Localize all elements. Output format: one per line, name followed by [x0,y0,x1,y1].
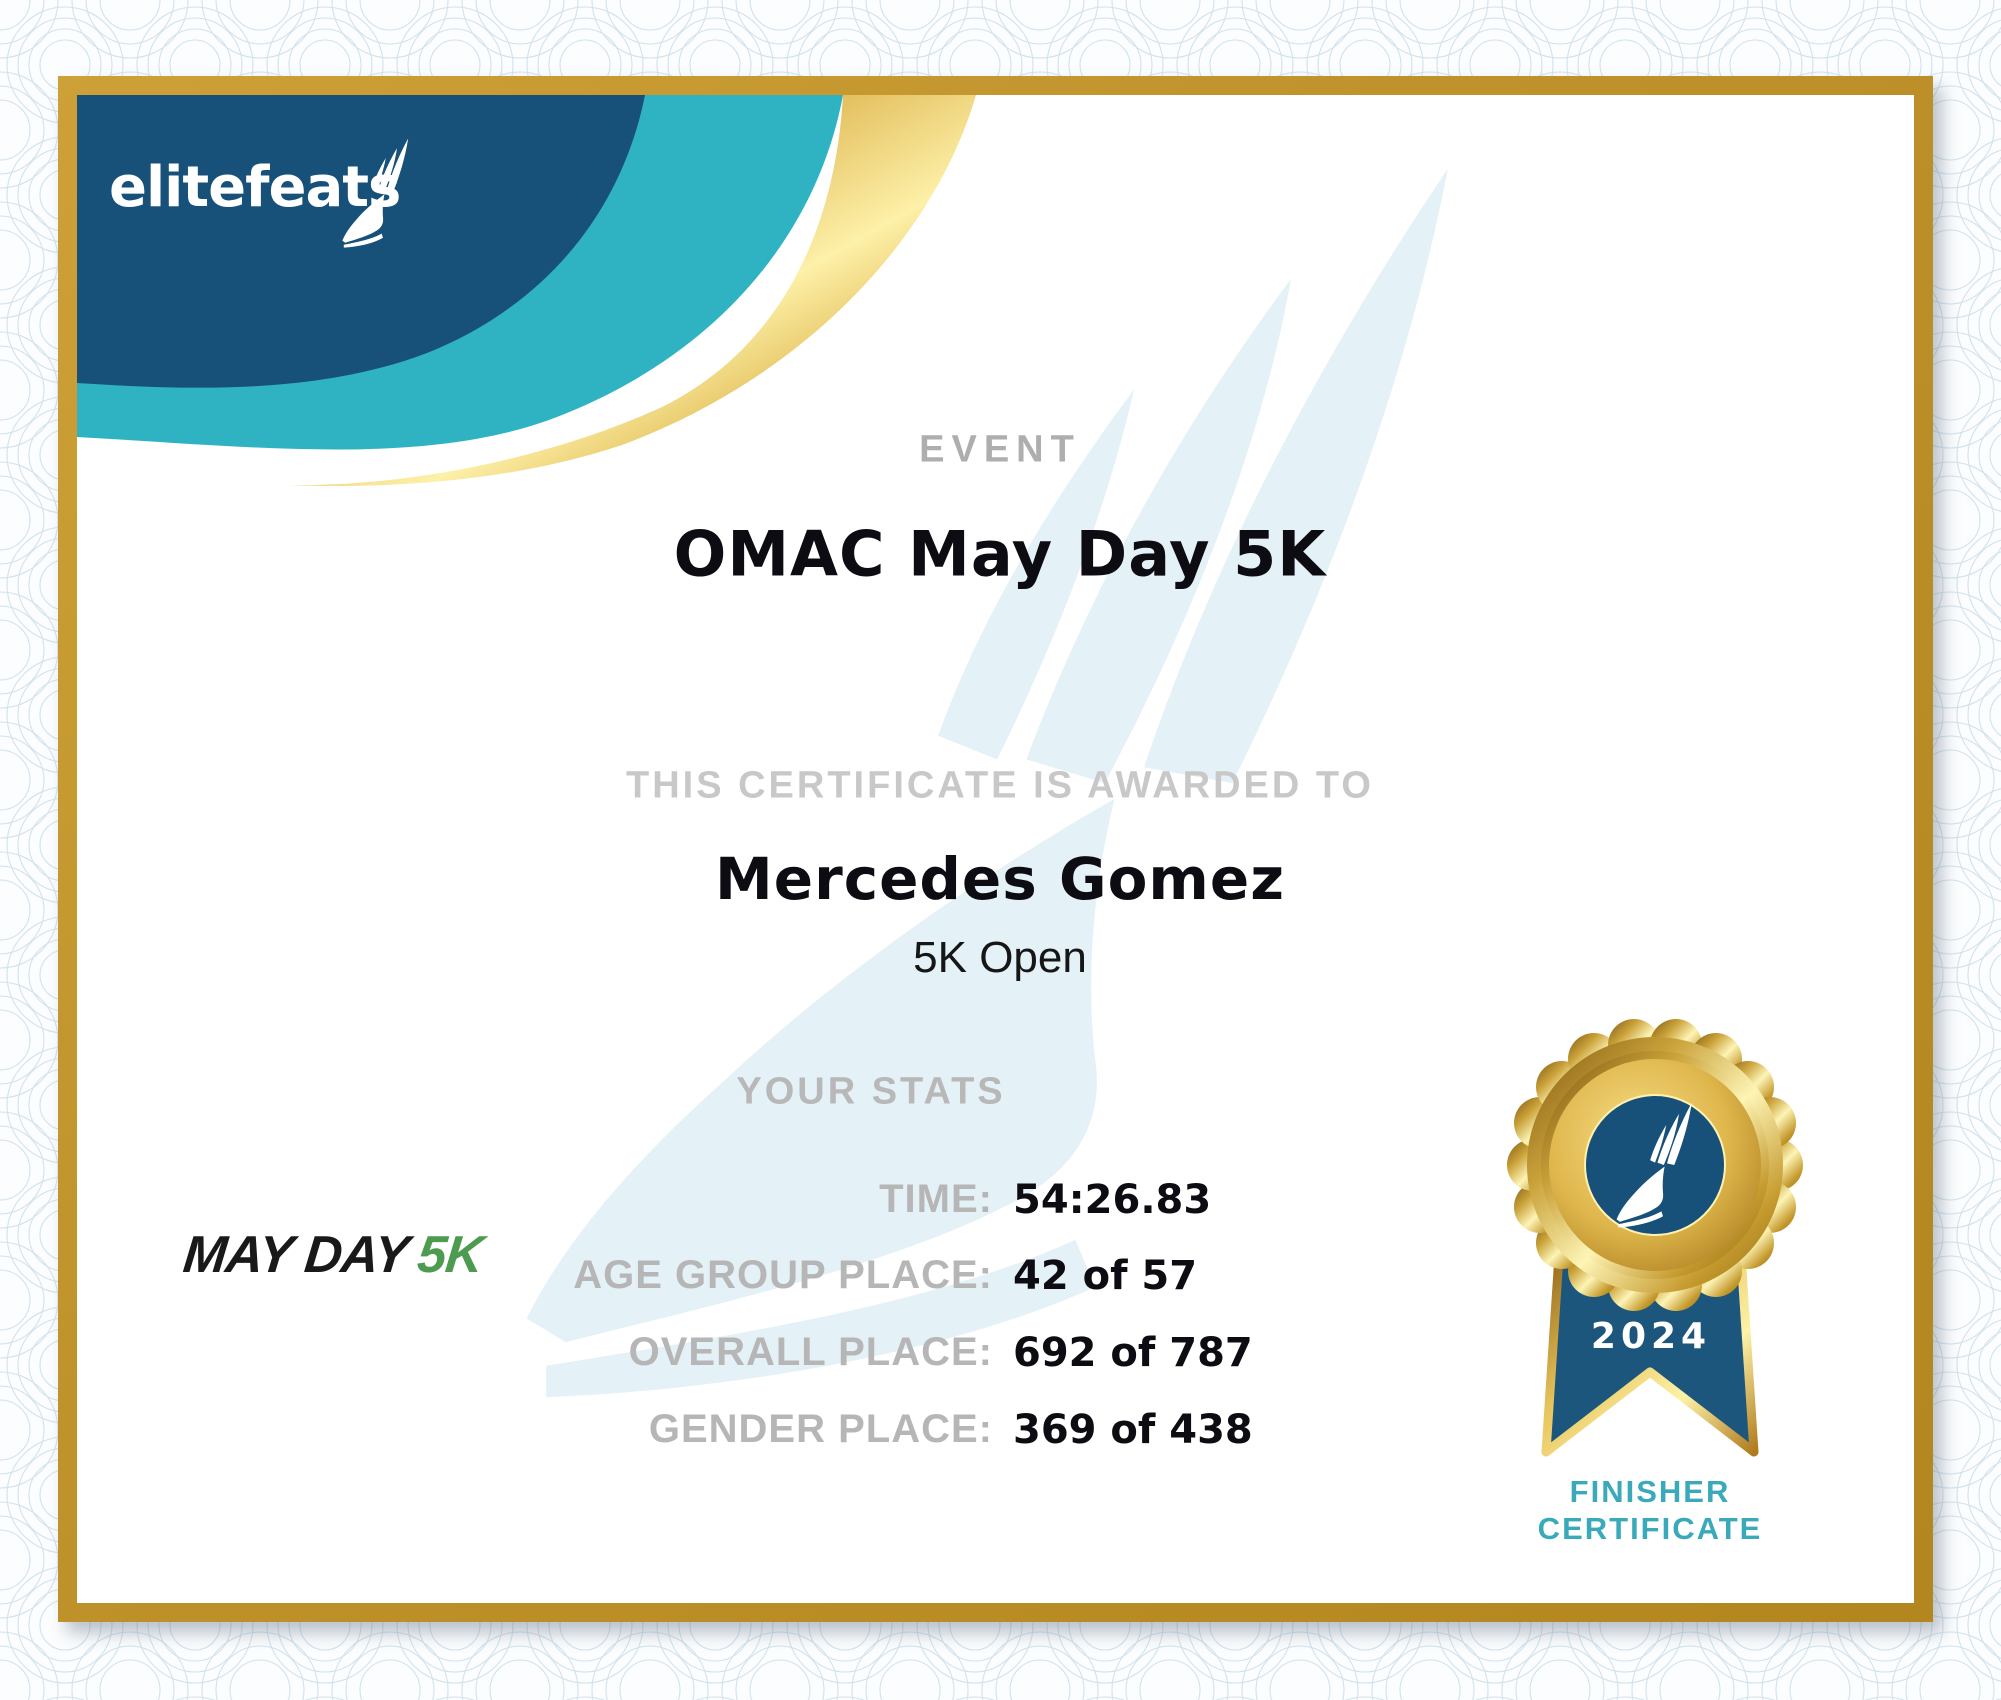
recipient-division: 5K Open [913,933,1087,982]
stat-value: 54:26.83 [1013,1177,1212,1223]
badge-caption-line1: FINISHER [1569,1474,1731,1509]
stat-label: TIME: [879,1177,993,1221]
race-logo-distance: 5K [414,1226,486,1284]
certificate-body [77,95,1914,1603]
event-label: EVENT [919,428,1081,471]
stat-label: AGE GROUP PLACE: [573,1253,993,1297]
awarded-to-label: THIS CERTIFICATE IS AWARDED TO [626,764,1374,807]
brand-logo [109,143,409,263]
stat-label: OVERALL PLACE: [628,1330,993,1374]
event-name: OMAC May Day 5K [673,517,1327,591]
race-logo-text: MAY DAY [180,1226,411,1284]
stat-value: 369 of 438 [1013,1407,1253,1453]
winged-foot-icon [341,137,411,249]
stat-label: GENDER PLACE: [648,1407,993,1451]
stat-value: 692 of 787 [1013,1330,1253,1376]
gold-frame [58,76,1933,1622]
brand-logo-text: elitefeats [109,155,401,220]
finisher-badge [1490,1005,1820,1475]
stat-value: 42 of 57 [1013,1253,1198,1299]
race-logo [181,1225,486,1285]
recipient-name: Mercedes Gomez [715,845,1285,913]
badge-medallion-center [1585,1095,1725,1235]
stats-heading: YOUR STATS [736,1070,1006,1113]
badge-year: 2024 [1590,1316,1712,1357]
badge-caption-line2: CERTIFICATE [1537,1511,1763,1546]
